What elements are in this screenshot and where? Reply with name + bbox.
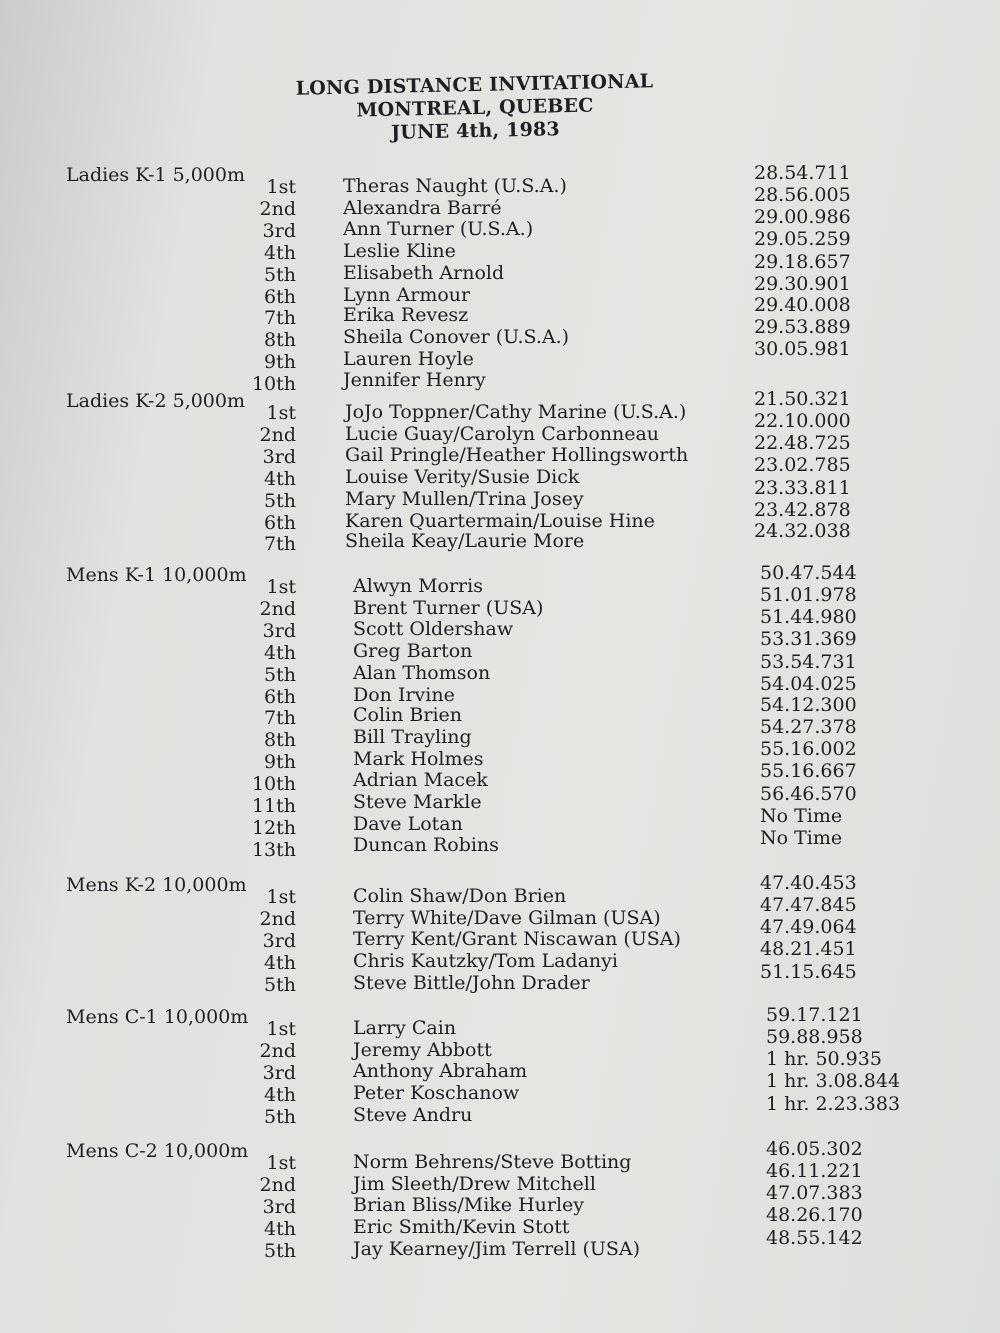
result-time: 29.05.259 [754,228,851,251]
result-name: Karen Quartermain/Louise Hine [345,509,655,532]
result-time: 56.46.570 [760,782,857,805]
result-time: 23.33.811 [754,476,851,499]
result-place: 7th [264,307,296,329]
result-time: 53.31.369 [760,628,857,651]
result-name: Mark Holmes [353,747,484,770]
result-time: 23.02.785 [754,454,851,477]
result-name: Brian Bliss/Mike Hurley [353,1194,585,1217]
result-time: 29.00.986 [754,206,851,229]
result-place: 1st [266,1018,296,1040]
result-name: Sheila Keay/Laurie More [345,530,585,553]
result-name: Scott Oldershaw [353,618,514,641]
result-place: 10th [251,373,296,395]
result-time: 29.53.889 [754,316,851,339]
result-name: JoJo Toppner/Cathy Marine (U.S.A.) [345,401,687,423]
result-time: 29.30.901 [754,272,851,295]
result-time: 1 hr. 2.23.383 [766,1092,901,1115]
result-name: Duncan Robins [353,834,499,857]
result-place: 2nd [259,1174,296,1196]
result-place: 4th [264,1084,296,1106]
result-place: 3rd [262,620,296,642]
result-place: 5th [264,264,296,286]
result-name: Colin Brien [353,704,463,727]
result-place: 1st [266,402,296,424]
result-name: Steve Andru [353,1103,473,1126]
event-title: Ladies K-2 5,000m [66,390,245,412]
result-name: Dave Lotan [353,812,463,835]
result-name: Leslie Kline [343,240,456,263]
result-name: Lynn Armour [343,283,471,306]
result-place: 13th [251,839,296,861]
header-title: LONG DISTANCE INVITATIONAL [295,70,654,100]
result-place: 9th [264,351,296,373]
result-name: Larry Cain [353,1017,457,1039]
header-location: MONTREAL, QUEBEC [356,94,594,122]
result-place: 3rd [262,446,296,468]
result-time: 54.04.025 [760,672,857,695]
result-time: 22.48.725 [754,432,851,455]
result-name: Elisabeth Arnold [343,261,505,284]
result-time: 54.12.300 [760,693,857,716]
result-name: Mary Mullen/Trina Josey [345,487,584,510]
result-name: Theras Naught (U.S.A.) [343,175,567,197]
result-place: 11th [251,795,296,817]
result-name: Anthony Abraham [353,1060,528,1083]
result-time: 51.15.645 [760,960,857,983]
result-time: 51.01.978 [760,584,857,607]
result-time: 46.11.221 [766,1160,863,1183]
result-time: No Time [760,826,843,849]
result-time: 47.47.845 [760,894,857,917]
result-place: 1st [266,176,296,198]
result-time: 29.18.657 [754,250,851,273]
result-time: 55.16.667 [760,760,857,783]
result-time: 1 hr. 50.935 [766,1048,882,1071]
header-date: JUNE 4th, 1983 [390,118,561,144]
result-place: 4th [264,242,296,264]
result-place: 5th [264,490,296,512]
result-place: 1st [266,576,296,598]
result-name: Bill Trayling [353,725,472,748]
result-place: 3rd [262,220,296,242]
result-place: 6th [264,286,296,308]
result-place: 5th [264,974,296,996]
result-name: Colin Shaw/Don Brien [353,885,567,907]
result-place: 4th [264,642,296,664]
result-name: Gail Pringle/Heather Hollingsworth [345,444,689,467]
result-name: Don Irvine [353,683,455,706]
result-time: 28.54.711 [754,162,851,184]
result-name: Chris Kautzky/Tom Ladanyi [353,950,618,973]
result-time: 29.40.008 [754,293,851,316]
result-name: Adrian Macek [353,769,488,792]
result-time: 54.27.378 [760,716,857,739]
result-name: Steve Markle [353,791,482,813]
result-place: 3rd [262,930,296,952]
result-time: 53.54.731 [760,650,857,673]
result-place: 5th [264,1240,296,1262]
result-time: 55.16.002 [760,738,857,761]
result-place: 2nd [259,1040,296,1062]
result-time: 47.40.453 [760,872,857,894]
result-name: Jay Kearney/Jim Terrell (USA) [353,1237,641,1260]
result-place: 7th [264,707,296,729]
result-time: 30.05.981 [754,338,851,361]
result-time: No Time [760,804,843,827]
event-title: Mens C-1 10,000m [66,1006,249,1028]
result-place: 5th [264,664,296,686]
result-name: Sheila Conover (U.S.A.) [343,325,570,348]
result-place: 2nd [259,598,296,620]
result-name: Jim Sleeth/Drew Mitchell [353,1172,596,1195]
result-time: 50.47.544 [760,562,857,584]
result-name: Jeremy Abbott [353,1038,492,1061]
result-name: Norm Behrens/Steve Botting [353,1151,632,1173]
result-name: Louise Verity/Susie Dick [345,466,580,489]
result-time: 51.44.980 [760,606,857,629]
result-time: 48.21.451 [760,938,857,961]
result-name: Brent Turner (USA) [353,596,544,619]
result-time: 28.56.005 [754,184,851,207]
result-name: Terry White/Dave Gilman (USA) [353,906,661,929]
result-time: 59.17.121 [766,1004,863,1026]
result-time: 48.26.170 [766,1204,863,1227]
result-place: 7th [264,533,296,555]
result-place: 4th [264,1218,296,1240]
result-place: 1st [266,886,296,908]
result-time: 24.32.038 [754,519,851,542]
result-place: 4th [264,952,296,974]
result-name: Alan Thomson [353,661,491,684]
result-time: 21.50.321 [754,388,851,410]
result-place: 8th [264,729,296,751]
result-place: 2nd [259,198,296,220]
result-place: 10th [251,773,296,795]
result-place: 12th [251,817,296,839]
result-name: Eric Smith/Kevin Stott [353,1216,570,1239]
result-place: 6th [264,686,296,708]
result-time: 47.49.064 [760,916,857,939]
result-place: 6th [264,512,296,534]
result-name: Steve Bittle/John Drader [353,971,590,994]
event-title: Ladies K-1 5,000m [66,164,245,186]
result-time: 59.88.958 [766,1026,863,1049]
result-name: Jennifer Henry [343,369,486,392]
result-name: Greg Barton [353,640,473,663]
result-time: 46.05.302 [766,1138,863,1160]
result-name: Terry Kent/Grant Niscawan (USA) [353,928,681,951]
result-name: Ann Turner (U.S.A.) [343,218,534,241]
result-place: 3rd [262,1196,296,1218]
result-place: 8th [264,329,296,351]
result-name: Alexandra Barré [343,196,502,219]
result-place: 9th [264,751,296,773]
result-time: 22.10.000 [754,410,851,433]
result-place: 1st [266,1152,296,1174]
result-place: 5th [264,1106,296,1128]
result-name: Lauren Hoyle [343,347,474,370]
result-place: 2nd [259,424,296,446]
result-name: Erika Revesz [343,304,469,327]
result-place: 4th [264,468,296,490]
result-name: Lucie Guay/Carolyn Carbonneau [345,422,660,445]
event-title: Mens K-1 10,000m [66,564,247,586]
result-place: 2nd [259,908,296,930]
result-place: 3rd [262,1062,296,1084]
result-time: 1 hr. 3.08.844 [766,1070,901,1093]
result-time: 23.42.878 [754,498,851,521]
event-title: Mens K-2 10,000m [66,874,247,896]
result-time: 48.55.142 [766,1226,863,1249]
event-title: Mens C-2 10,000m [66,1140,249,1162]
result-name: Alwyn Morris [353,575,483,597]
result-time: 47.07.383 [766,1182,863,1205]
result-name: Peter Koschanow [353,1082,520,1105]
